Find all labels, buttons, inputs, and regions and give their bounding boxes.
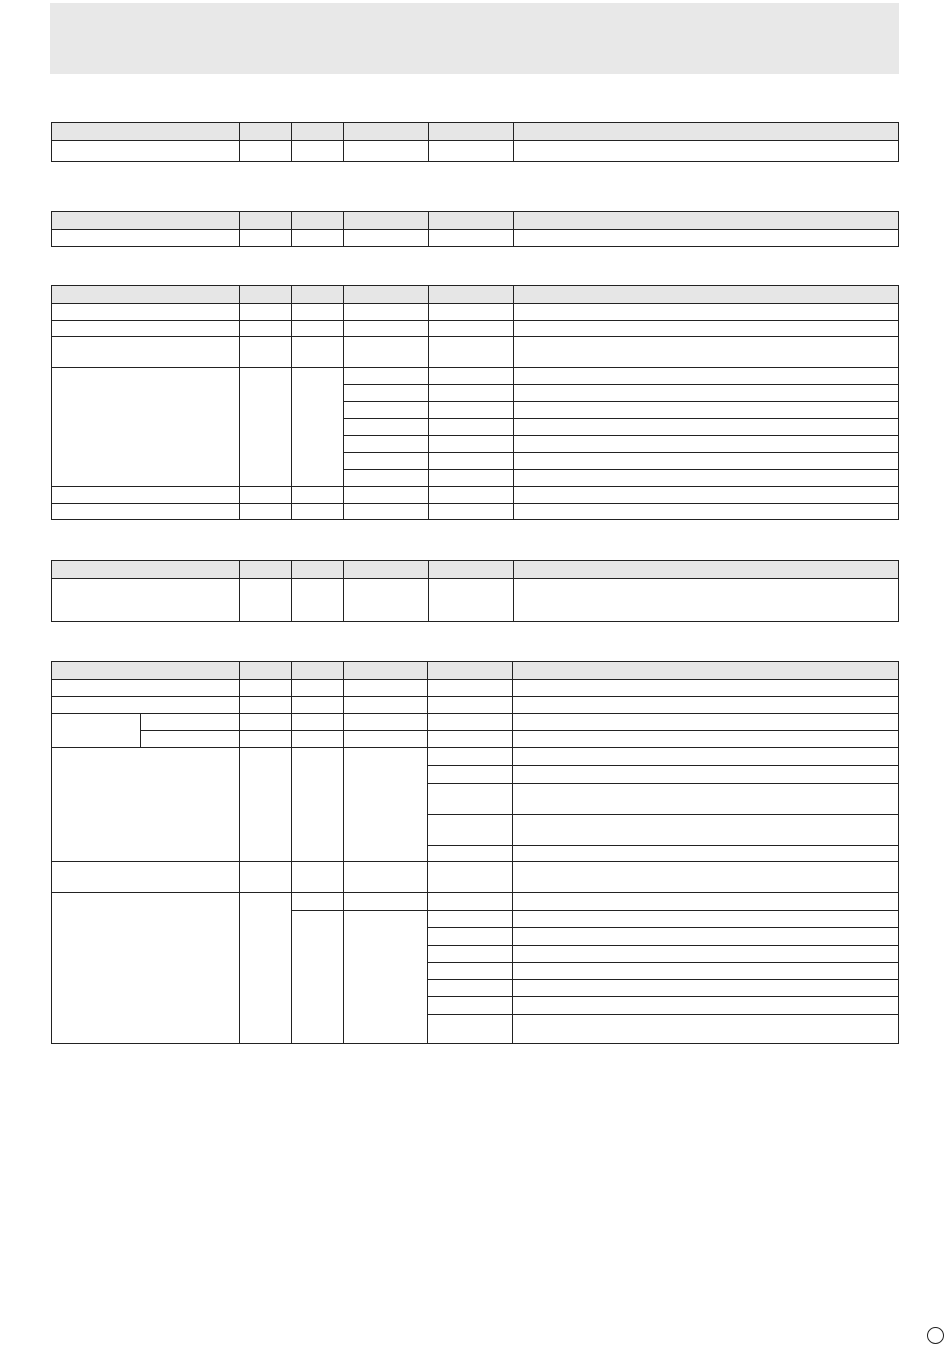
table-cell [344,862,428,893]
header-cell [344,286,429,304]
table-cell [344,453,429,470]
table-cell [513,846,899,862]
table-cell [429,230,514,247]
header-cell [429,212,514,230]
table-cell [513,1015,899,1044]
table-cell [141,731,240,748]
table-cell [240,304,292,321]
table-cell [514,402,899,419]
table-cell [429,321,514,337]
table-cell [344,368,429,385]
table-cell [514,385,899,402]
table-cell [52,714,141,748]
table-row [52,321,899,337]
table-2 [51,211,899,247]
table-cell [292,714,344,731]
table-cell [513,815,899,846]
table-row [52,862,899,893]
table-cell [513,714,899,731]
table-cell [429,487,514,504]
table-cell [292,230,344,247]
header-cell [52,662,240,680]
table-cell [344,714,428,731]
table-row [52,304,899,321]
table-cell [428,893,513,911]
table-row [52,714,899,731]
table-row [52,337,899,368]
header-cell [292,212,344,230]
table-cell [513,766,899,784]
table-cell [344,748,428,862]
header-cell [52,561,240,579]
table-cell [344,304,429,321]
table-cell [240,337,292,368]
table-cell [514,579,899,622]
header-cell [240,212,292,230]
table-cell [52,893,240,1044]
table-cell [429,419,514,436]
table-cell [292,731,344,748]
table-cell [344,436,429,453]
table-cell [292,141,344,162]
table-cell [513,928,899,946]
header-cell [514,212,899,230]
table-cell [292,504,344,520]
table-cell [240,714,292,731]
table-3 [51,285,899,520]
header-cell [429,561,514,579]
table-cell [514,487,899,504]
table-cell [514,453,899,470]
header-banner [50,3,899,74]
table-row [52,680,899,697]
table-cell [513,784,899,815]
table-cell [52,680,240,697]
table-row [52,731,899,748]
table-cell [52,862,240,893]
table-cell [514,470,899,487]
table-cell [240,579,292,622]
table-cell [429,337,514,368]
table-cell [428,784,513,815]
header-cell [428,662,513,680]
table-cell [344,385,429,402]
table-cell [240,680,292,697]
table-cell [344,419,429,436]
table-cell [52,579,240,622]
table-header-row [52,212,899,230]
table-cell [292,680,344,697]
table-cell [428,997,513,1015]
header-cell [514,123,899,141]
table-cell [344,141,429,162]
header-cell [344,123,429,141]
table-1 [51,122,899,162]
table-cell [240,141,292,162]
table-cell [428,714,513,731]
table-cell [429,470,514,487]
table-cell [52,748,240,862]
table-cell [292,893,344,911]
table-cell [429,385,514,402]
table-cell [240,504,292,520]
table-cell [514,230,899,247]
table-cell [52,697,240,714]
table-cell [428,946,513,963]
header-cell [240,286,292,304]
table-cell [292,579,344,622]
table-cell [240,321,292,337]
table-cell [428,815,513,846]
table-cell [513,980,899,997]
table-cell [428,680,513,697]
table-cell [141,714,240,731]
table-cell [344,697,428,714]
table-cell [292,748,344,862]
table-cell [429,141,514,162]
table-cell [514,368,899,385]
header-cell [429,286,514,304]
table-cell [513,946,899,963]
table-cell [344,680,428,697]
table-cell [514,321,899,337]
table-cell [429,436,514,453]
table-cell [344,337,429,368]
table-cell [428,1015,513,1044]
table-header-row [52,662,899,680]
table-cell [292,862,344,893]
table-cell [429,368,514,385]
table-cell [52,487,240,504]
table-cell [52,230,240,247]
table-cell [428,928,513,946]
table-cell [344,911,428,1044]
table-cell [429,304,514,321]
table-cell [429,579,514,622]
table-cell [52,368,240,487]
header-cell [52,123,240,141]
table-header-row [52,286,899,304]
table-cell [344,470,429,487]
table-cell [513,697,899,714]
table-cell [344,402,429,419]
table-cell [240,230,292,247]
table-cell [344,893,428,911]
table-row [52,141,899,162]
table-cell [240,368,292,487]
table-cell [514,337,899,368]
table-4 [51,560,899,622]
table-cell [292,368,344,487]
header-cell [292,561,344,579]
table-cell [52,141,240,162]
table-cell [513,963,899,980]
table-cell [428,731,513,748]
header-cell [429,123,514,141]
header-cell [240,662,292,680]
table-cell [428,862,513,893]
table-header-row [52,561,899,579]
header-cell [240,123,292,141]
table-cell [344,504,429,520]
header-cell [240,561,292,579]
header-cell [52,286,240,304]
table-cell [513,893,899,911]
table-row [52,579,899,622]
table-cell [240,487,292,504]
table-cell [52,304,240,321]
table-cell [429,504,514,520]
header-cell [514,561,899,579]
table-cell [428,748,513,766]
table-cell [52,321,240,337]
table-cell [428,766,513,784]
table-row [52,697,899,714]
table-cell [429,402,514,419]
table-cell [292,911,344,1044]
table-row [52,748,899,766]
header-cell [344,212,429,230]
table-cell [429,453,514,470]
header-cell [292,286,344,304]
table-cell [513,731,899,748]
table-cell [344,230,429,247]
table-cell [292,304,344,321]
table-cell [514,504,899,520]
table-cell [344,731,428,748]
table-cell [514,419,899,436]
table-cell [292,487,344,504]
header-cell [513,662,899,680]
table-cell [292,321,344,337]
table-cell [514,141,899,162]
header-cell [292,123,344,141]
header-cell [344,561,429,579]
table-cell [240,697,292,714]
table-header-row [52,123,899,141]
table-row [52,504,899,520]
table-cell [514,436,899,453]
table-cell [292,697,344,714]
header-cell [514,286,899,304]
header-cell [292,662,344,680]
table-cell [428,980,513,997]
table-cell [240,893,292,1044]
header-cell [52,212,240,230]
table-cell [344,487,429,504]
table-cell [344,579,429,622]
table-row [52,230,899,247]
table-cell [513,911,899,928]
table-cell [240,731,292,748]
table-cell [240,862,292,893]
table-cell [52,337,240,368]
table-cell [292,337,344,368]
table-cell [514,304,899,321]
table-cell [513,748,899,766]
table-cell [428,911,513,928]
table-row [52,368,899,385]
table-cell [513,862,899,893]
table-cell [513,997,899,1015]
header-cell [344,662,428,680]
table-row [52,487,899,504]
table-cell [428,963,513,980]
table-cell [52,504,240,520]
table-cell [428,846,513,862]
table-cell [513,680,899,697]
table-row [52,893,899,911]
table-cell [428,697,513,714]
table-5 [51,661,899,1044]
table-cell [240,748,292,862]
table-cell [344,321,429,337]
page-marker-circle [927,1327,944,1344]
